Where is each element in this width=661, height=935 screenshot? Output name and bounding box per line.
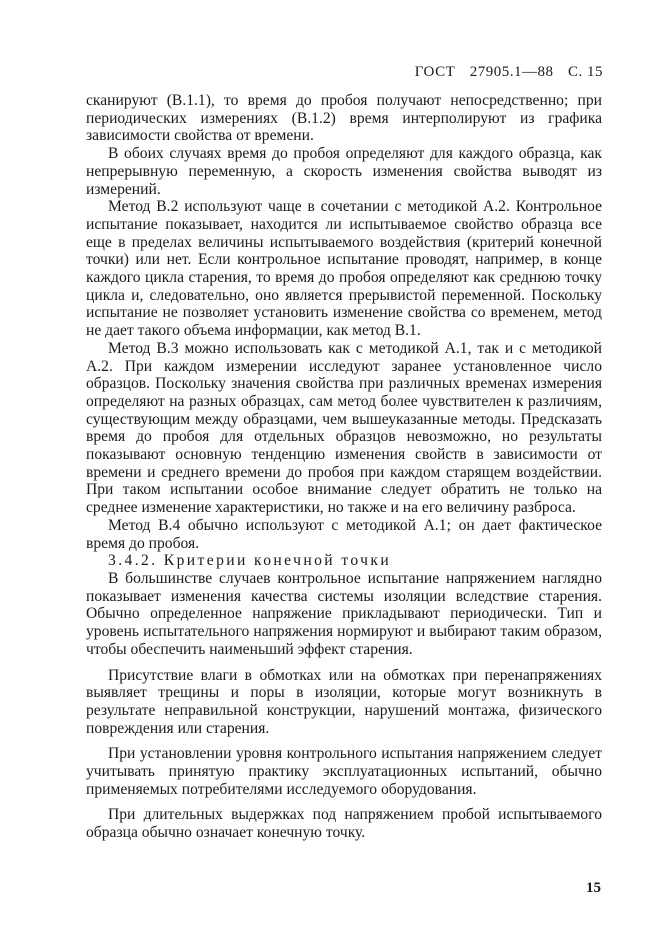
- header-doc-number: 27905.1—88: [469, 64, 554, 80]
- paragraph-test-level: При установлении уровня контрольного испытания напряжением следует учитывать принятую практику эксплуатационных испытаний, обычно применяемых потребителями исследуемого оборудования.: [86, 745, 602, 798]
- paragraph-long-exposure: При длительных выдержках под напряжением пробой испытываемого образца обычно означает конечную точку.: [86, 806, 602, 842]
- header-page-label: С. 15: [567, 64, 603, 80]
- page-body: [86, 92, 602, 842]
- running-header: [415, 64, 603, 81]
- paragraph-both-cases: В обоих случаях время до пробоя определяют для каждого образца, как непрерывную переменную, а скорость изменения свойства выводят из измерений.: [86, 145, 602, 198]
- paragraph-method-b2: Метод В.2 используют чаще в сочетании с методикой А.2. Контрольное испытание показывает, находится ли испытываемое свойство образца все еще в пределах величины испытываемого воздействия (критерий конечной точки) или нет. Если контрольное испытание проводят, например, в конце каждого цикла старения, то время до пробоя определяют как среднюю точку цикла и, следовательно, оно является прерывистой переменной. Поскольку испытание не позволяет установить изменение свойства со временем, метод не дает такого объема информации, как метод В.1.: [86, 198, 602, 340]
- paragraph-method-b3: Метод В.3 можно использовать как с методикой А.1, так и с методикой А.2. При каждом измерении исследуют заранее установленное число образцов. Поскольку значения свойства при различных временах измерения определяют на разных образцах, сам метод более чувствителен к различиям, существующим между образцами, чем вышеуказанные методы. Предсказать время до пробоя для отдельных образцов невозможно, но результаты показывают основную тенденцию изменения свойств в зависимости от времени и среднего времени до пробоя при каждом старящем воздействии. При таком испытании особое внимание следует обратить не только на среднее изменение характеристики, но также и на его величину разброса.: [86, 339, 602, 517]
- paragraph-voltage-test: В большинстве случаев контрольное испытание напряжением наглядно показывает изменения качества системы изоляции вследствие старения. Обычно определенное напряжение прикладывают периодически. Тип и уровень испытательного напряжения нормируют и выбирают таким образом, чтобы обеспечить наименьший эффект старения.: [86, 569, 602, 658]
- section-heading-3-4-2: 3.4.2. Критерии конечной точки: [108, 552, 392, 570]
- paragraph-method-b4: Метод В.4 обычно используют с методикой А.1; он дает фактическое время до пробоя.: [86, 516, 602, 552]
- paragraph-continuation: сканируют (В.1.1), то время до пробоя получают непосредственно; при периодических измерениях (В.1.2) время интерполируют из графика зависимости свойства от времени.: [86, 92, 602, 145]
- page-number: 15: [586, 880, 601, 896]
- paragraph-moisture: Присутствие влаги в обмотках или на обмотках при перенапряжениях выявляет трещины и поры в изоляции, которые могут возникнуть в результате неправильной конструкции, нарушений монтажа, физического повреждения или старения.: [86, 666, 602, 737]
- header-standard: ГОСТ: [414, 64, 456, 80]
